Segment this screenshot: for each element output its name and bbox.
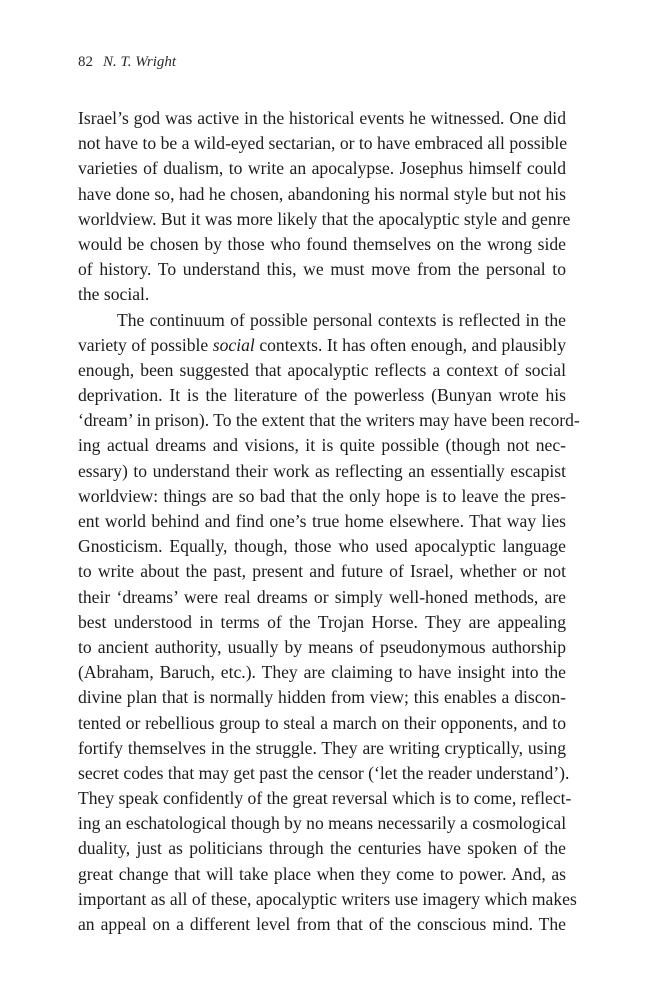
body-text <box>78 106 580 937</box>
text-line: enough, been suggested that apocalyptic reflects a context of social <box>78 359 566 380</box>
text-line: of history. To understand this, we must move from the personal to <box>78 259 566 280</box>
text-line: would be chosen by those who found themselves on the wrong side <box>78 233 566 254</box>
text-line: varieties of dualism, to write an apocalypse. Josephus himself could <box>78 158 566 179</box>
text-line: Israel’s god was active in the historical events he witnessed. One did <box>78 108 566 128</box>
text-line: to write about the past, present and future of Israel, whether or not <box>78 561 566 582</box>
text-line: They speak confidently of the great reversal which is to come, reflect- <box>78 788 572 809</box>
text-line: best understood in terms of the Trojan Horse. They are appealing <box>78 611 566 632</box>
text-line: worldview. But it was more likely that the apocalyptic style and genre <box>78 208 571 229</box>
text-line: The continuum of possible personal contexts is reflected in the <box>117 309 566 330</box>
page-number: 82 <box>78 54 93 70</box>
paragraph <box>78 308 580 938</box>
text-line: not have to be a wild-eyed sectarian, or to have embraced all possible <box>78 133 568 154</box>
text-line: ing an eschatological though by no means necessarily a cosmological <box>78 813 567 834</box>
text-line: ing actual dreams and visions, it is quite possible (though not nec- <box>78 435 566 456</box>
running-head-author: N. T. Wright <box>103 54 177 70</box>
text-line: (Abraham, Baruch, etc.). They are claiming to have insight into the <box>78 662 566 683</box>
text-line: duality, just as politicians through the centuries have spoken of the <box>78 838 566 859</box>
text-line: an appeal on a different level from that of the conscious mind. The <box>78 914 566 934</box>
running-head <box>78 52 176 72</box>
text-line: fortify themselves in the struggle. They are writing cryptically, using <box>78 737 566 758</box>
text-line: important as all of these, apocalyptic writers use imagery which makes <box>78 888 577 909</box>
text-line: have done so, had he chosen, abandoning his normal style but not his <box>78 183 566 204</box>
text-line: tented or rebellious group to steal a march on their opponents, and to <box>78 712 566 733</box>
text-line: ent world behind and find one’s true home elsewhere. That way lies <box>78 511 566 531</box>
text-line: ‘dream’ in prison). To the extent that the writers may have been record- <box>78 410 580 431</box>
text-line: Gnosticism. Equally, though, those who used apocalyptic language <box>78 536 566 557</box>
text-line: great change that will take place when they come to power. And, as <box>78 863 566 884</box>
text-line: essary) to understand their work as reflecting an essentially escapist <box>78 460 566 481</box>
text-line: divine plan that is normally hidden from view; this enables a discon- <box>78 687 566 708</box>
text-line <box>78 333 566 358</box>
text-line: secret codes that may get past the censor (‘let the reader understand’). <box>78 762 570 783</box>
text-line: their ‘dreams’ were real dreams or simply well-honed methods, are <box>78 586 566 607</box>
text-line: the social. <box>78 284 150 305</box>
text-line: worldview: things are so bad that the only hope is to leave the pres- <box>78 485 566 506</box>
text-line: deprivation. It is the literature of the powerless (Bunyan wrote his <box>78 385 566 406</box>
paragraph <box>78 106 571 308</box>
italic-text-run: social <box>212 334 255 355</box>
text-run: variety of possible <box>78 334 213 355</box>
text-run: contexts. It has often enough, and plausibly <box>254 334 566 355</box>
text-line: to ancient authority, usually by means of pseudonymous authorship <box>78 636 566 657</box>
